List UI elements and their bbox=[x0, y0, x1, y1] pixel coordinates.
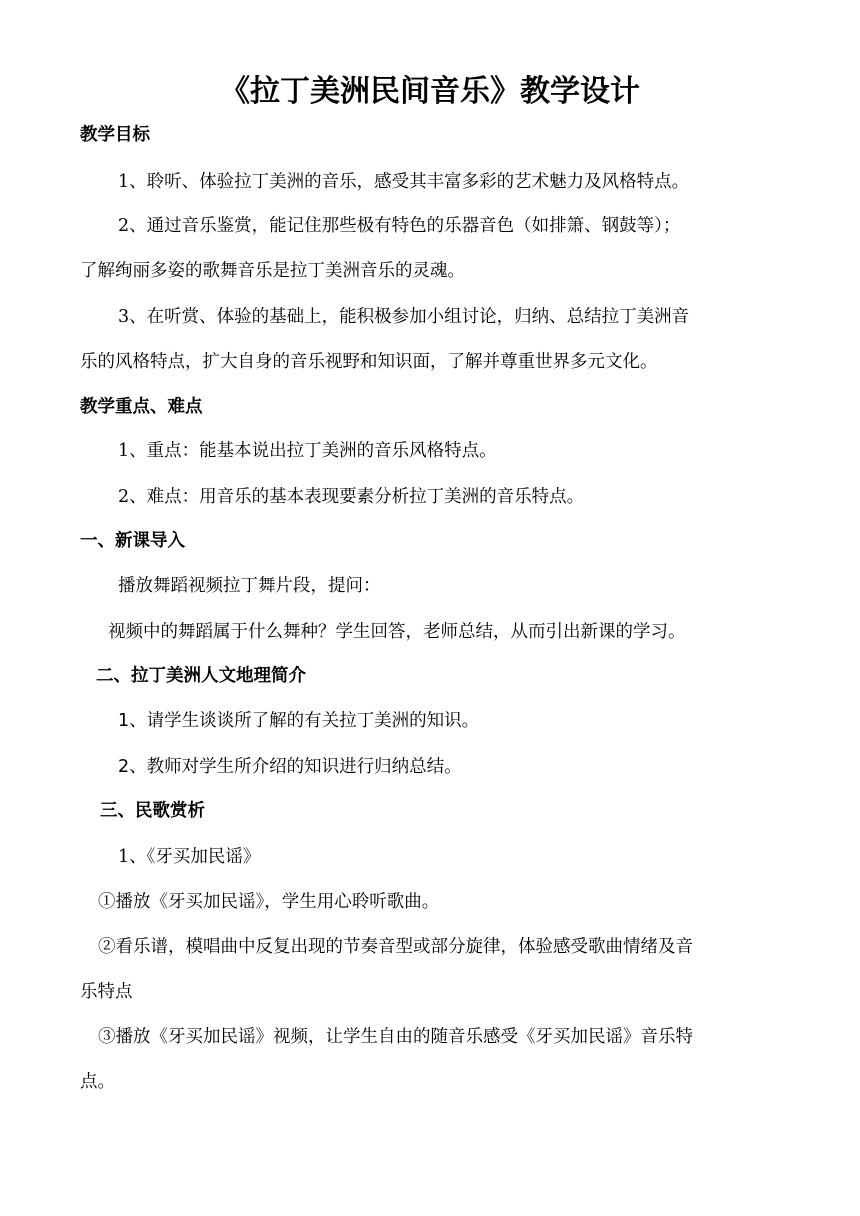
section-3-heading: 三、民歌赏析 bbox=[100, 801, 205, 821]
section-3-step-2-line-1: ②看乐谱，模唱曲中反复出现的节奏音型或部分旋律，体验感受歌曲情绪及音 bbox=[98, 937, 693, 957]
objective-item-3-line-1: 3、在听赏、体验的基础上，能积极参加小组讨论，归纳、总结拉丁美洲音 bbox=[118, 307, 690, 327]
section-1-para-2: 视频中的舞蹈属于什么舞种？学生回答，老师总结，从而引出新课的学习。 bbox=[108, 622, 686, 642]
section-3-step-1: ①播放《牙买加民谣》，学生用心聆听歌曲。 bbox=[98, 892, 440, 912]
key-point-item-1: 1、重点：能基本说出拉丁美洲的音乐风格特点。 bbox=[118, 441, 497, 461]
section-3-step-2-line-2: 乐特点 bbox=[80, 982, 133, 1002]
section-2-heading: 二、拉丁美洲人文地理简介 bbox=[96, 666, 306, 686]
objective-item-2-line-2: 了解绚丽多姿的歌舞音乐是拉丁美洲音乐的灵魂。 bbox=[80, 261, 465, 281]
section-1-heading: 一、新课导入 bbox=[80, 531, 185, 551]
section-2-item-2: 2、教师对学生所介绍的知识进行归纳总结。 bbox=[118, 757, 462, 777]
objective-item-2-line-1: 2、通过音乐鉴赏，能记住那些极有特色的乐器音色（如排箫、钢鼓等）； bbox=[118, 216, 681, 236]
document-title: 《拉丁美洲民间音乐》教学设计 bbox=[220, 74, 640, 109]
section-3-step-3-line-1: ③播放《牙买加民谣》视频，让学生自由的随音乐感受《牙买加民谣》音乐特 bbox=[98, 1027, 693, 1047]
objectives-heading: 教学目标 bbox=[80, 125, 150, 145]
key-point-item-2: 2、难点：用音乐的基本表现要素分析拉丁美洲的音乐特点。 bbox=[118, 487, 585, 507]
section-2-item-1: 1、请学生谈谈所了解的有关拉丁美洲的知识。 bbox=[118, 711, 480, 731]
section-3-sub-1: 1、《牙买加民谣》 bbox=[118, 847, 261, 867]
objective-item-1: 1、聆听、体验拉丁美洲的音乐，感受其丰富多彩的艺术魅力及风格特点。 bbox=[118, 172, 690, 192]
section-3-step-3-line-2: 点。 bbox=[80, 1072, 115, 1092]
section-1-para-1: 播放舞蹈视频拉丁舞片段，提问： bbox=[118, 576, 381, 596]
objective-item-3-line-2: 乐的风格特点，扩大自身的音乐视野和知识面，了解并尊重世界多元文化。 bbox=[80, 352, 658, 372]
key-points-heading: 教学重点、难点 bbox=[80, 397, 203, 417]
